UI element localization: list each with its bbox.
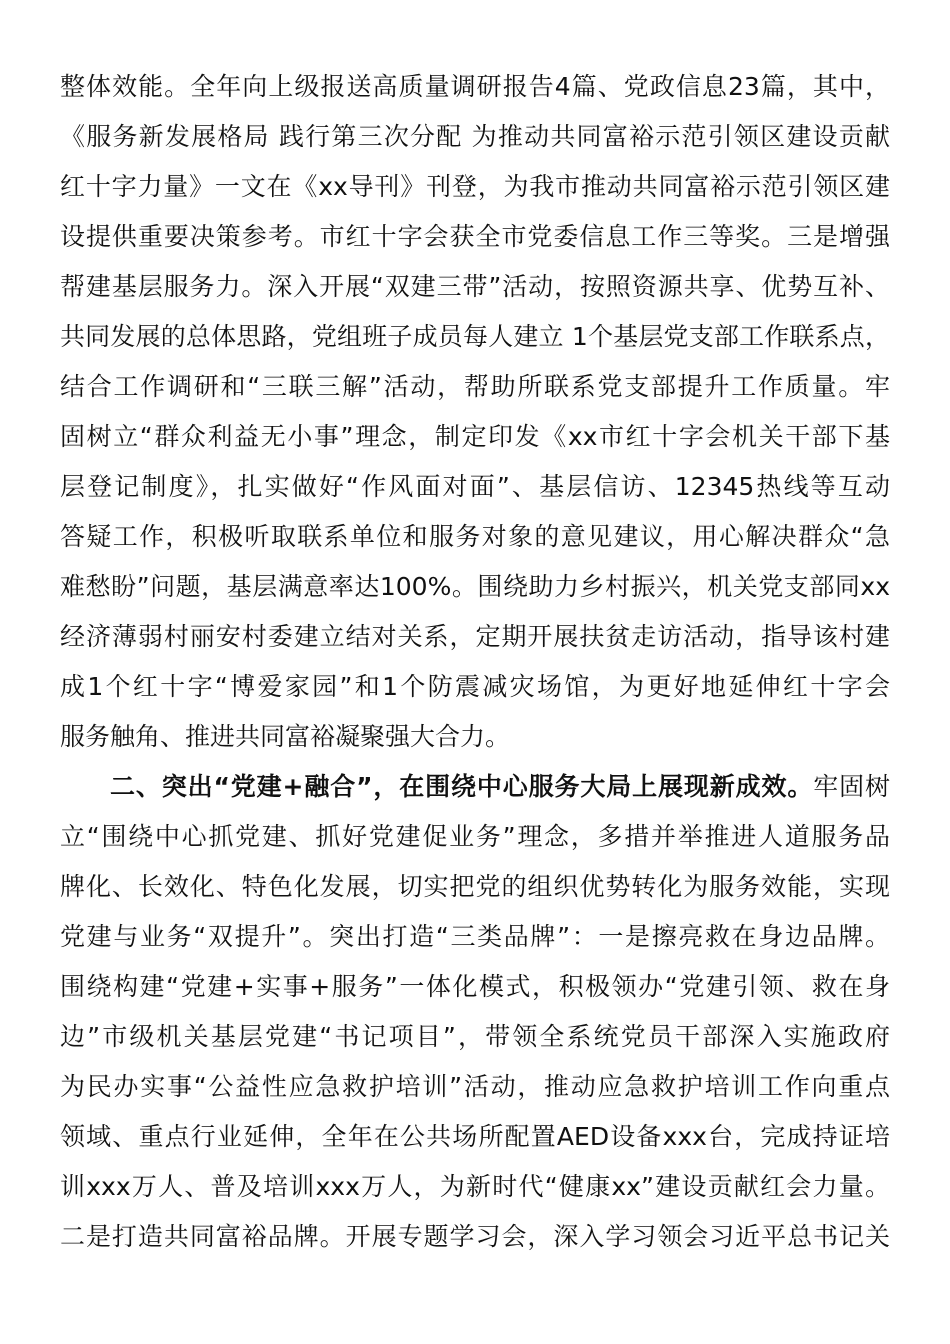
paragraph-line: 红十字力量》一文在《xx导刊》刊登，为我市推动共同富裕示范引领区建	[60, 172, 890, 201]
paragraph-line: 固树立“群众利益无小事”理念，制定印发《xx市红十字会机关干部下基	[60, 422, 890, 451]
paragraph-line: 边”市级机关基层党建“书记项目”，带领全系统党员干部深入实施政府	[60, 1022, 890, 1051]
paragraph-line: 难愁盼”问题，基层满意率达100%。围绕助力乡村振兴，机关党支部同xx	[60, 572, 890, 601]
paragraph-line: 答疑工作，积极听取联系单位和服务对象的意见建议，用心解决群众“急	[60, 522, 890, 551]
section-heading: 二、突出“党建+融合”，在围绕中心服务大局上展现新成效。	[110, 772, 814, 801]
paragraph-line: 二是打造共同富裕品牌。开展专题学习会，深入学习领会习近平总书记关	[60, 1222, 890, 1251]
paragraph-line: 党建与业务“双提升”。突出打造“三类品牌”：一是擦亮救在身边品牌。	[60, 922, 890, 951]
paragraph-line: 立“围绕中心抓党建、抓好党建促业务”理念，多措并举推进人道服务品	[60, 822, 890, 851]
section-heading-line	[110, 762, 890, 812]
paragraph-line: 训xxx万人、普及培训xxx万人，为新时代“健康xx”建设贡献红会力量。	[60, 1172, 890, 1201]
paragraph-line: 领域、重点行业延伸，全年在公共场所配置AED设备xxx台，完成持证培	[60, 1122, 890, 1151]
paragraph-line: 共同发展的总体思路，党组班子成员每人建立 1个基层党支部工作联系点，	[60, 322, 890, 351]
section-heading-tail: 牢固树	[813, 772, 890, 801]
paragraph-line: 围绕构建“党建+实事+服务”一体化模式，积极领办“党建引领、救在身	[60, 972, 890, 1001]
paragraph-line: 结合工作调研和“三联三解”活动，帮助所联系党支部提升工作质量。牢	[60, 372, 890, 401]
paragraph-line: 整体效能。全年向上级报送高质量调研报告4篇、党政信息23篇，其中，	[60, 72, 890, 101]
paragraph-line: 经济薄弱村丽安村委建立结对关系，定期开展扶贫走访活动，指导该村建	[60, 622, 890, 651]
paragraph-line: 为民办实事“公益性应急救护培训”活动，推动应急救护培训工作向重点	[60, 1072, 890, 1101]
paragraph-line: 层登记制度》，扎实做好“作风面对面”、基层信访、12345热线等互动	[60, 472, 890, 501]
paragraph-line: 牌化、长效化、特色化发展，切实把党的组织优势转化为服务效能，实现	[60, 872, 890, 901]
paragraph-line: 成1个红十字“博爱家园”和1个防震减灾场馆，为更好地延伸红十字会	[60, 672, 890, 701]
paragraph-line: 设提供重要决策参考。市红十字会获全市党委信息工作三等奖。三是增强	[60, 222, 890, 251]
paragraph-line: 服务触角、推进共同富裕凝聚强大合力。	[60, 722, 511, 751]
paragraph-line: 《服务新发展格局 践行第三次分配 为推动共同富裕示范引领区建设贡献	[60, 122, 890, 151]
paragraph-line: 帮建基层服务力。深入开展“双建三带”活动，按照资源共享、优势互补、	[60, 272, 890, 301]
